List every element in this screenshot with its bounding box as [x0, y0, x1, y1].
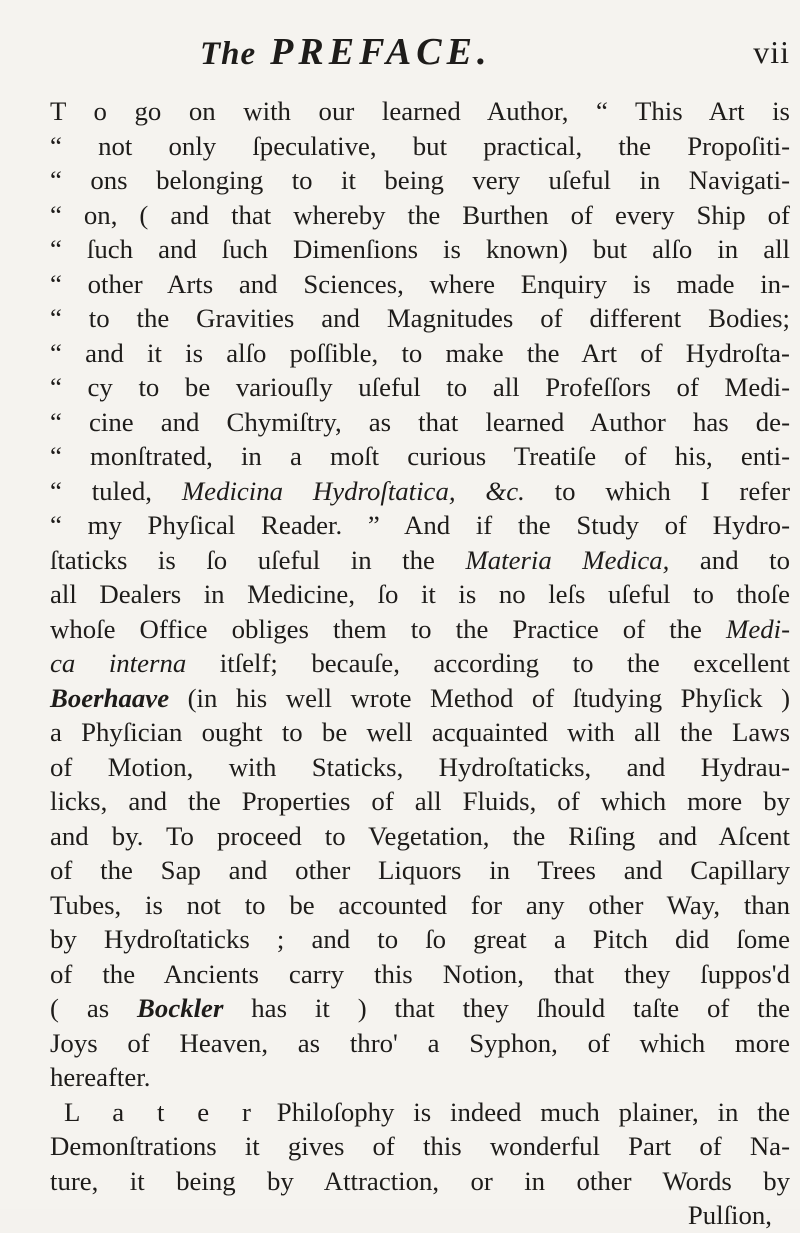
- text-segment: “ to the Gravities and Magnitudes of different Bodies;: [50, 303, 790, 333]
- italic-term: ca interna: [50, 648, 187, 678]
- text-line: [50, 750, 790, 785]
- text-segment: and by. To proceed to Vegetation, the Riſing and Aſcent: [50, 820, 790, 851]
- text-line: [50, 922, 790, 957]
- text-segment: “ on, ( and that whereby the Burthen of every Ship of: [50, 199, 790, 230]
- text-line: [50, 198, 790, 233]
- text-segment: and to: [669, 544, 790, 575]
- text-segment: Tubes, is not to be accounted for any other Way, than: [50, 889, 790, 920]
- text-line: [50, 543, 790, 578]
- italic-name: Bockler: [137, 993, 224, 1023]
- text-segment: “ tuled,: [50, 475, 182, 506]
- text-line: [50, 784, 790, 819]
- small-caps-word: L a t e r: [64, 1096, 258, 1127]
- text-segment: “ monſtrated, in a moſt curious Treatiſe of his, enti-: [50, 441, 790, 471]
- text-line: [50, 577, 790, 612]
- text-segment: ſtaticks is ſo uſeful in the: [50, 544, 466, 575]
- text-segment: Pulſion,: [687, 1200, 772, 1230]
- text-line: [50, 439, 790, 474]
- text-segment: licks, and the Properties of all Fluids, of which more by: [50, 786, 790, 816]
- text-segment: whoſe Office obliges them to the Practice of the: [50, 613, 727, 644]
- catchword: [50, 1198, 790, 1233]
- text-line: [50, 1129, 790, 1164]
- running-header: [200, 30, 790, 80]
- text-line: [50, 1095, 790, 1130]
- text-segment: “ cy to be variouſly uſeful to all Profeſſors of Medi-: [50, 372, 790, 402]
- text-line: [50, 612, 790, 647]
- text-line: [50, 474, 790, 509]
- text-segment: by Hydroſtaticks ; and to ſo great a Pitch did ſome: [50, 924, 790, 954]
- header-preface: PREFACE.: [270, 31, 492, 73]
- text-line: [50, 405, 790, 440]
- text-line: [50, 957, 790, 992]
- header-title: [200, 30, 491, 74]
- text-line: [50, 991, 790, 1026]
- text-segment: Demonſtrations it gives of this wonderful Part of Na-: [50, 1131, 790, 1161]
- text-segment: of the Sap and other Liquors in Trees and Capillary: [50, 855, 790, 885]
- text-line: [50, 129, 790, 164]
- text-line: [50, 94, 790, 129]
- text-line: [50, 232, 790, 267]
- text-line: [50, 1060, 790, 1095]
- text-segment: ( as: [50, 993, 138, 1023]
- text-segment: hereafter.: [50, 1062, 151, 1092]
- text-segment: “ and it is alſo poſſible, to make the Art of Hydroſta-: [50, 337, 790, 368]
- italic-term: Materia Medica,: [465, 544, 670, 575]
- text-segment: a Phyſician ought to be well acquainted with all the Laws: [50, 717, 790, 747]
- italic-title: Medicina Hydroſtatica, &c.: [181, 475, 525, 506]
- text-line: [50, 888, 790, 923]
- text-segment: itſelf; becauſe, according to the excellent: [186, 648, 790, 678]
- text-segment: ture, it being by Attraction, or in other Words by: [50, 1165, 790, 1196]
- italic-term: Medi-: [726, 613, 790, 644]
- text-segment: “ cine and Chymiſtry, as that learned Author has de-: [50, 406, 790, 437]
- text-line: [50, 646, 790, 681]
- text-segment: “ other Arts and Sciences, where Enquiry is made in-: [50, 268, 790, 299]
- italic-name: Boerhaave: [50, 682, 170, 713]
- text-line: [50, 508, 790, 543]
- text-line: [50, 301, 790, 336]
- text-segment: to which I refer: [524, 475, 790, 506]
- text-line: [50, 853, 790, 888]
- text-segment: “ not only ſpeculative, but practical, the Propoſiti-: [50, 130, 790, 161]
- text-line: [50, 267, 790, 302]
- text-line: [50, 1164, 790, 1199]
- text-segment: T o go on with our learned Author, “ This Art is: [50, 96, 790, 126]
- text-line: [50, 1026, 790, 1061]
- text-segment: “ ſuch and ſuch Dimenſions is known) but alſo in all: [50, 234, 790, 264]
- body-text: [50, 94, 790, 1233]
- text-line: [50, 681, 790, 716]
- text-segment: of Motion, with Staticks, Hydroſtaticks, and Hydrau-: [50, 751, 790, 782]
- text-segment: “ ons belonging to it being very uſeful in Navigati-: [50, 165, 790, 195]
- page-number: vii: [753, 34, 790, 70]
- text-segment: has it ) that they ſhould taſte of the: [223, 993, 790, 1023]
- text-line: [50, 819, 790, 854]
- text-line: [50, 715, 790, 750]
- text-line: [50, 163, 790, 198]
- text-segment: Philoſophy is indeed much plainer, in the: [257, 1096, 791, 1127]
- text-segment: “ my Phyſical Reader. ” And if the Study of Hydro-: [50, 510, 790, 540]
- text-line: [50, 370, 790, 405]
- header-the: The: [200, 36, 257, 72]
- text-segment: of the Ancients carry this Notion, that they ſuppos'd: [50, 958, 790, 989]
- text-segment: all Dealers in Medicine, ſo it is no leſs uſeful to thoſe: [50, 579, 790, 609]
- text-segment: (in his well wrote Method of ſtudying Phyſick ): [169, 682, 790, 713]
- text-line: [50, 336, 790, 371]
- text-segment: Joys of Heaven, as thro' a Syphon, of which more: [50, 1027, 790, 1058]
